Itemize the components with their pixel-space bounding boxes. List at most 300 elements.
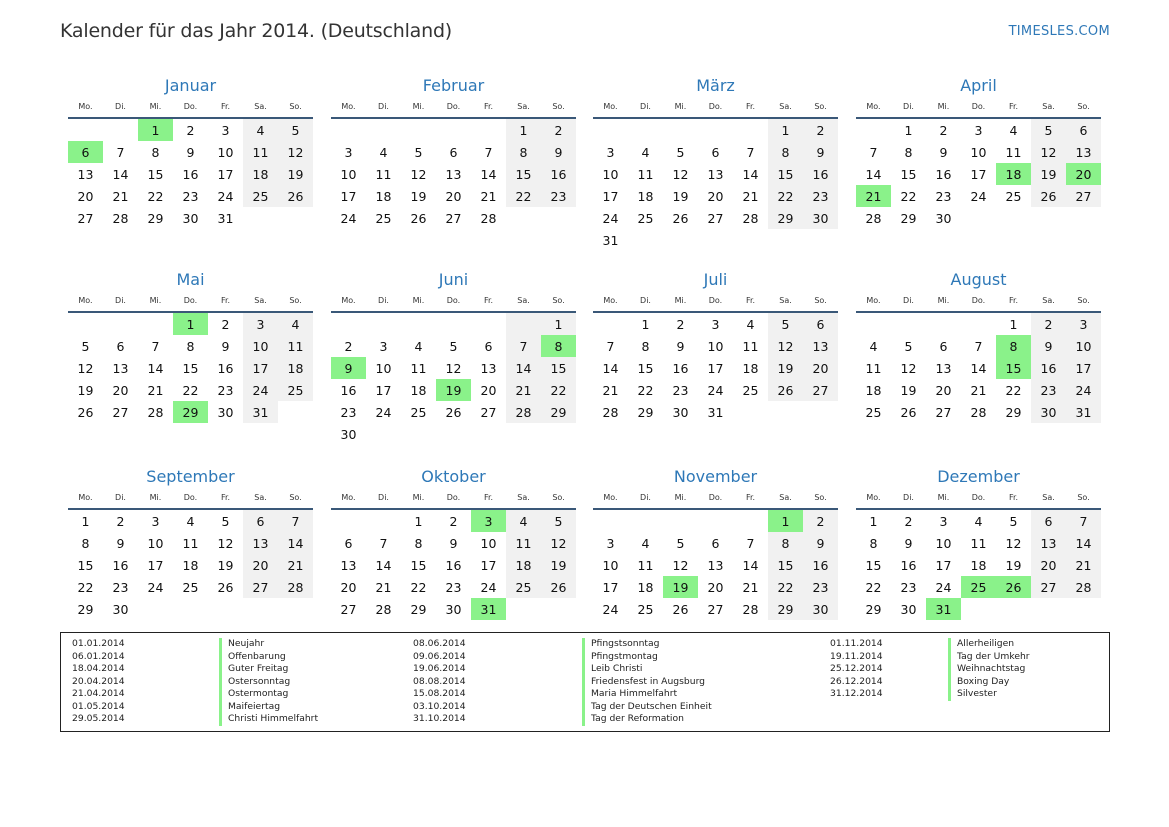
day-cell: 27 (1066, 185, 1101, 207)
day-cell: 22 (865, 579, 882, 595)
month-februar (331, 72, 576, 229)
weekday-label: Di. (640, 102, 651, 111)
day-cell: 5 (81, 338, 90, 354)
day-cell: 28 (112, 210, 129, 226)
month-name: November (673, 467, 758, 486)
day-cell: 23 (803, 576, 838, 598)
day-cell: 5 (449, 338, 458, 354)
day-cell: 9 (221, 338, 230, 354)
day-cell: 18 (865, 382, 882, 398)
day-cell: 1 (414, 513, 423, 529)
day-cell: 21 (506, 379, 541, 401)
day-cell: 30 (217, 404, 234, 420)
day-cell: 18 (410, 382, 427, 398)
day-cell: 20 (77, 188, 94, 204)
day-cell: 21 (742, 579, 759, 595)
weekday-label: Fr. (220, 102, 231, 111)
legend-date: 01.05.2014 (72, 700, 125, 712)
day-cell: 12 (1005, 535, 1022, 551)
day-cell: 12 (672, 557, 689, 573)
weekday-label: So. (289, 296, 302, 305)
day-cell: 31 (217, 210, 234, 226)
day-cell: 1 (768, 510, 803, 532)
legend-holiday-name: Silvester (948, 688, 1030, 701)
day-cell: 27 (480, 404, 497, 420)
weekday-label: Do. (971, 102, 986, 111)
weekday-label: So. (552, 493, 565, 502)
day-cell: 25 (637, 601, 654, 617)
weekday-label: Do. (708, 296, 723, 305)
weekday-label: Mi. (674, 493, 687, 502)
day-cell: 8 (869, 535, 878, 551)
day-cell: 20 (1031, 554, 1066, 576)
day-cell: 10 (147, 535, 164, 551)
day-cell: 18 (637, 188, 654, 204)
legend-holiday-name: Tag der Deutschen Einheit (582, 701, 712, 714)
day-cell: 31 (707, 404, 724, 420)
day-cell: 20 (112, 382, 129, 398)
day-cell: 20 (707, 579, 724, 595)
empty-cell (471, 119, 506, 141)
weekday-label: Do. (446, 493, 461, 502)
day-cell: 17 (375, 382, 392, 398)
day-cell: 11 (637, 557, 654, 573)
day-cell: 4 (414, 338, 423, 354)
day-cell: 19 (1005, 557, 1022, 573)
day-cell: 3 (151, 513, 160, 529)
day-cell: 12 (445, 360, 462, 376)
day-cell: 15 (900, 166, 917, 182)
day-cell: 6 (344, 535, 353, 551)
day-cell: 23 (1031, 379, 1066, 401)
weekday-label: Do. (971, 296, 986, 305)
weekday-label: Sa. (779, 102, 792, 111)
day-cell: 26 (996, 576, 1031, 598)
day-cell: 10 (375, 360, 392, 376)
empty-cell (856, 119, 891, 141)
day-cell: 20 (803, 357, 838, 379)
legend-holiday-name: Offenbarung (219, 651, 318, 664)
day-cell: 1 (768, 119, 803, 141)
day-cell: 21 (856, 185, 891, 207)
day-cell: 19 (672, 188, 689, 204)
day-cell: 12 (768, 335, 803, 357)
empty-cell (366, 313, 401, 335)
month-juli (593, 266, 838, 423)
weekday-label: Do. (708, 493, 723, 502)
legend-date: 19.06.2014 (413, 663, 466, 674)
day-cell: 3 (606, 144, 615, 160)
weekday-label: So. (289, 493, 302, 502)
day-cell: 29 (900, 210, 917, 226)
day-cell: 15 (541, 357, 576, 379)
day-cell: 22 (637, 382, 654, 398)
month-name: März (696, 76, 735, 95)
day-cell: 13 (77, 166, 94, 182)
day-cell: 5 (676, 535, 685, 551)
day-cell: 14 (506, 357, 541, 379)
weekday-label: Do. (708, 102, 723, 111)
empty-cell (471, 313, 506, 335)
day-cell: 14 (742, 166, 759, 182)
empty-cell (628, 510, 663, 532)
day-cell: 23 (340, 404, 357, 420)
day-cell: 29 (410, 601, 427, 617)
legend-date: 19.11.2014 (830, 650, 883, 662)
weekday-label: Do. (183, 296, 198, 305)
day-cell: 9 (116, 535, 125, 551)
weekday-label: So. (814, 102, 827, 111)
legend-date: 01.01.2014 (72, 638, 125, 649)
day-cell: 31 (926, 598, 961, 620)
day-cell: 22 (900, 188, 917, 204)
legend-date: 08.08.2014 (413, 675, 466, 687)
day-cell: 25 (506, 576, 541, 598)
day-cell: 7 (869, 144, 878, 160)
month-september (68, 463, 313, 620)
day-cell: 4 (243, 119, 278, 141)
day-cell: 21 (1066, 554, 1101, 576)
weekday-label: So. (1077, 102, 1090, 111)
day-cell: 21 (480, 188, 497, 204)
empty-cell (663, 119, 698, 141)
day-cell: 29 (173, 401, 208, 423)
day-cell: 2 (676, 316, 685, 332)
weekday-label: Sa. (517, 493, 530, 502)
weekday-header (593, 100, 838, 114)
day-cell: 23 (541, 185, 576, 207)
day-cell: 25 (375, 210, 392, 226)
day-cell: 26 (672, 210, 689, 226)
weekday-label: Sa. (779, 296, 792, 305)
day-cell: 10 (340, 166, 357, 182)
day-cell: 7 (1066, 510, 1101, 532)
day-cell: 3 (974, 122, 983, 138)
weekday-label: So. (814, 296, 827, 305)
day-cell: 3 (711, 316, 720, 332)
weekday-label: Mi. (412, 102, 425, 111)
day-cell: 30 (672, 404, 689, 420)
day-cell: 1 (904, 122, 913, 138)
day-cell: 30 (1031, 401, 1066, 423)
day-cell: 28 (1066, 576, 1101, 598)
day-cell: 8 (506, 141, 541, 163)
month-name: September (146, 467, 235, 486)
day-cell: 19 (541, 554, 576, 576)
day-cell: 28 (375, 601, 392, 617)
weekday-label: Fr. (745, 102, 756, 111)
day-cell: 26 (541, 576, 576, 598)
brand-link[interactable]: TIMESLES.COM (1008, 24, 1110, 39)
legend-date: 06.01.2014 (72, 650, 125, 662)
day-cell: 6 (449, 144, 458, 160)
day-cell: 3 (939, 513, 948, 529)
day-cell: 8 (541, 335, 576, 357)
day-cell: 20 (1066, 163, 1101, 185)
day-cell: 15 (182, 360, 199, 376)
day-cell: 18 (278, 357, 313, 379)
weekday-label: Mi. (412, 493, 425, 502)
weekday-label: So. (289, 102, 302, 111)
day-cell: 19 (217, 557, 234, 573)
day-cell: 11 (375, 166, 392, 182)
day-cell: 9 (939, 144, 948, 160)
day-cell: 20 (243, 554, 278, 576)
day-cell: 4 (869, 338, 878, 354)
weekday-label: Mo. (78, 102, 93, 111)
legend-holiday-name: Tag der Reformation (582, 713, 712, 726)
day-cell: 17 (480, 557, 497, 573)
day-cell: 19 (410, 188, 427, 204)
day-grid (593, 510, 838, 620)
day-cell: 30 (445, 601, 462, 617)
empty-cell (733, 510, 768, 532)
legend-dates (830, 638, 883, 701)
weekday-label: Mi. (149, 296, 162, 305)
day-cell: 10 (707, 338, 724, 354)
weekday-label: Sa. (779, 493, 792, 502)
day-grid (68, 510, 313, 620)
day-cell: 22 (768, 185, 803, 207)
legend-date: 25.12.2014 (830, 663, 883, 674)
day-cell: 28 (602, 404, 619, 420)
day-cell: 17 (602, 579, 619, 595)
day-cell: 13 (243, 532, 278, 554)
day-cell: 10 (243, 335, 278, 357)
day-cell: 25 (410, 404, 427, 420)
weekday-label: Di. (640, 493, 651, 502)
day-cell: 27 (707, 601, 724, 617)
day-cell: 24 (243, 379, 278, 401)
day-cell: 29 (77, 601, 94, 617)
month-dezember (856, 463, 1101, 620)
day-cell: 28 (480, 210, 497, 226)
day-cell: 18 (637, 579, 654, 595)
day-cell: 3 (243, 313, 278, 335)
day-cell: 1 (641, 316, 650, 332)
day-cell: 16 (182, 166, 199, 182)
month-august (856, 266, 1101, 423)
weekday-label: Di. (378, 493, 389, 502)
empty-cell (68, 119, 103, 141)
day-cell: 7 (974, 338, 983, 354)
day-cell: 17 (340, 188, 357, 204)
day-cell: 6 (711, 535, 720, 551)
day-cell: 2 (939, 122, 948, 138)
legend-date: 15.08.2014 (413, 688, 466, 699)
weekday-label: Di. (115, 102, 126, 111)
day-cell: 9 (331, 357, 366, 379)
day-cell: 14 (1066, 532, 1101, 554)
day-cell: 17 (707, 360, 724, 376)
empty-cell (366, 119, 401, 141)
empty-cell (331, 313, 366, 335)
legend-holiday-name: Pfingstmontag (582, 651, 712, 664)
empty-cell (593, 313, 628, 335)
day-cell: 27 (77, 210, 94, 226)
day-cell: 26 (768, 379, 803, 401)
day-cell: 13 (803, 335, 838, 357)
day-cell: 25 (1005, 188, 1022, 204)
day-cell: 12 (672, 166, 689, 182)
legend-holiday-name: Leib Christi (582, 663, 712, 676)
empty-cell (698, 510, 733, 532)
weekday-header (68, 294, 313, 308)
day-cell: 2 (116, 513, 125, 529)
day-cell: 14 (147, 360, 164, 376)
legend-date: 31.12.2014 (830, 688, 883, 699)
empty-cell (856, 313, 891, 335)
weekday-label: Di. (903, 493, 914, 502)
weekday-label: Mo. (866, 102, 881, 111)
day-cell: 16 (935, 166, 952, 182)
day-cell: 1 (541, 313, 576, 335)
day-cell: 18 (182, 557, 199, 573)
weekday-label: Mi. (149, 493, 162, 502)
day-cell: 3 (1066, 313, 1101, 335)
day-cell: 24 (375, 404, 392, 420)
month-name: August (950, 270, 1007, 289)
weekday-label: Mi. (937, 102, 950, 111)
day-cell: 25 (243, 185, 278, 207)
day-cell: 30 (340, 426, 357, 442)
legend-date: 21.04.2014 (72, 688, 125, 699)
day-cell: 19 (663, 576, 698, 598)
empty-cell (331, 510, 366, 532)
day-cell: 4 (506, 510, 541, 532)
day-cell: 14 (742, 557, 759, 573)
day-cell: 17 (970, 166, 987, 182)
month-januar (68, 72, 313, 229)
legend-holiday-name: Guter Freitag (219, 663, 318, 676)
day-cell: 5 (541, 510, 576, 532)
day-cell: 16 (340, 382, 357, 398)
day-cell: 26 (1031, 185, 1066, 207)
empty-cell (401, 313, 436, 335)
day-cell: 30 (803, 207, 838, 229)
day-cell: 14 (112, 166, 129, 182)
day-cell: 7 (278, 510, 313, 532)
day-cell: 11 (742, 338, 759, 354)
day-grid (593, 313, 838, 423)
empty-cell (138, 313, 173, 335)
weekday-label: Do. (183, 493, 198, 502)
day-cell: 18 (506, 554, 541, 576)
weekday-label: Sa. (254, 102, 267, 111)
day-grid (68, 119, 313, 229)
day-cell: 13 (480, 360, 497, 376)
day-cell: 6 (711, 144, 720, 160)
day-cell: 23 (935, 188, 952, 204)
empty-cell (401, 119, 436, 141)
day-cell: 6 (1066, 119, 1101, 141)
weekday-label: Mo. (341, 493, 356, 502)
weekday-label: Sa. (517, 296, 530, 305)
day-cell: 21 (375, 579, 392, 595)
day-cell: 2 (186, 122, 195, 138)
day-cell: 7 (116, 144, 125, 160)
day-cell: 9 (803, 532, 838, 554)
day-cell: 7 (606, 338, 615, 354)
month-name: Juni (438, 270, 469, 289)
day-cell: 5 (221, 513, 230, 529)
legend-holiday-name: Pfingstsonntag (582, 638, 712, 651)
day-cell: 25 (865, 404, 882, 420)
day-cell: 31 (243, 401, 278, 423)
day-cell: 10 (480, 535, 497, 551)
day-cell: 11 (410, 360, 427, 376)
day-cell: 27 (340, 601, 357, 617)
weekday-label: Sa. (1042, 493, 1055, 502)
day-cell: 9 (1031, 335, 1066, 357)
empty-cell (961, 313, 996, 335)
day-cell: 11 (637, 166, 654, 182)
day-cell: 23 (803, 185, 838, 207)
legend-holiday-name: Ostersonntag (219, 676, 318, 689)
day-cell: 20 (445, 188, 462, 204)
weekday-header (856, 491, 1101, 505)
weekday-header (331, 491, 576, 505)
weekday-label: Sa. (1042, 296, 1055, 305)
day-cell: 6 (803, 313, 838, 335)
weekday-header (331, 294, 576, 308)
day-cell: 4 (186, 513, 195, 529)
weekday-label: So. (1077, 493, 1090, 502)
empty-cell (891, 313, 926, 335)
day-cell: 31 (471, 598, 506, 620)
day-cell: 14 (865, 166, 882, 182)
weekday-label: Fr. (483, 493, 494, 502)
month-oktober (331, 463, 576, 620)
empty-cell (331, 119, 366, 141)
day-cell: 23 (182, 188, 199, 204)
day-cell: 28 (970, 404, 987, 420)
day-cell: 10 (935, 535, 952, 551)
day-cell: 16 (541, 163, 576, 185)
weekday-label: Sa. (254, 296, 267, 305)
day-cell: 24 (970, 188, 987, 204)
day-cell: 28 (742, 601, 759, 617)
weekday-label: Fr. (745, 493, 756, 502)
day-cell: 29 (768, 598, 803, 620)
empty-cell (103, 313, 138, 335)
weekday-label: Sa. (254, 493, 267, 502)
day-cell: 2 (344, 338, 353, 354)
day-cell: 24 (1066, 379, 1101, 401)
day-cell: 6 (243, 510, 278, 532)
legend-holiday-name: Boxing Day (948, 676, 1030, 689)
day-cell: 16 (803, 163, 838, 185)
day-cell: 22 (1005, 382, 1022, 398)
weekday-label: Di. (115, 493, 126, 502)
day-cell: 7 (746, 535, 755, 551)
month-name: Oktober (421, 467, 486, 486)
day-cell: 14 (375, 557, 392, 573)
day-cell: 5 (904, 338, 913, 354)
weekday-label: Fr. (220, 493, 231, 502)
weekday-label: Mo. (603, 296, 618, 305)
day-cell: 8 (768, 532, 803, 554)
day-cell: 29 (865, 601, 882, 617)
weekday-label: Mi. (937, 296, 950, 305)
day-cell: 9 (676, 338, 685, 354)
weekday-label: Fr. (1008, 493, 1019, 502)
month-name: Dezember (937, 467, 1020, 486)
day-cell: 27 (112, 404, 129, 420)
weekday-label: Fr. (1008, 102, 1019, 111)
day-cell: 30 (803, 598, 838, 620)
empty-cell (593, 510, 628, 532)
